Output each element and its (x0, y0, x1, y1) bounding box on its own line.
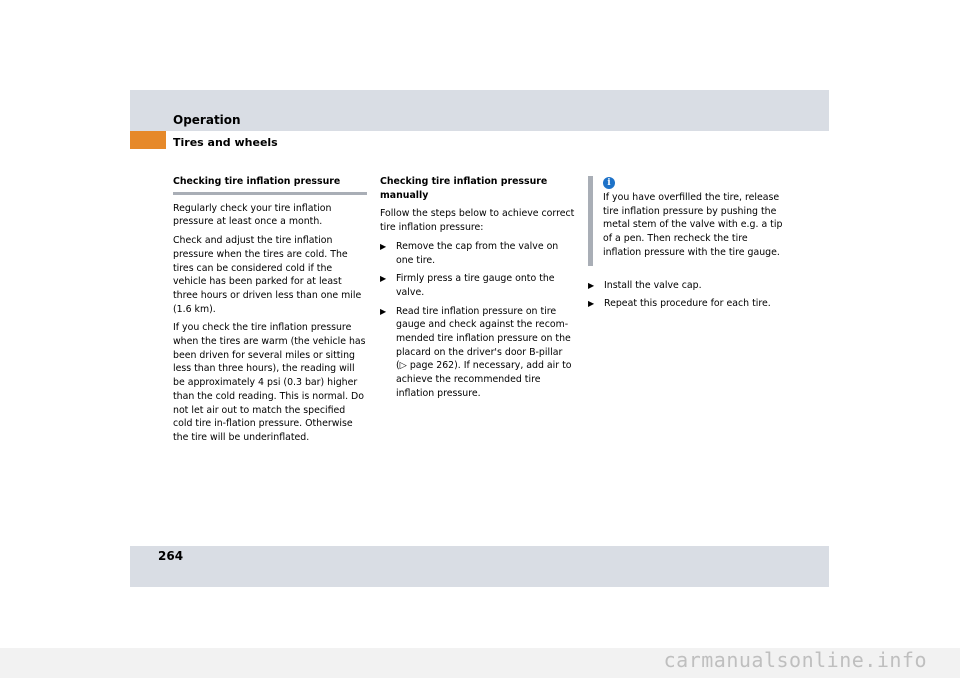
section-accent-tab (130, 131, 166, 149)
info-icon: i (603, 177, 615, 189)
column-heading: Checking tire inflation pressure manually (380, 176, 548, 201)
paragraph: Check and adjust the tire inflation pressure when the tires are cold. The tires can be considered cold if the vehicle has been parked for at least three hours or driven less than one mile (1.6 km). (173, 235, 362, 315)
page-number: 264 (158, 549, 184, 563)
watermark-bar (0, 648, 960, 678)
paragraph: Follow the steps below to achieve correct tire inflation pressure: (380, 208, 575, 234)
section-title: Operation (173, 113, 241, 127)
step-text: Install the valve cap. (604, 279, 702, 291)
column-right (588, 175, 784, 316)
note-bar (588, 176, 593, 266)
watermark-text: carmanualsonline.info (663, 648, 927, 672)
column-heading: Checking tire inflation pressure (173, 175, 367, 195)
footer-band (130, 546, 829, 587)
bullet-arrow-icon: ▶ (380, 274, 387, 284)
step-item (380, 305, 576, 401)
bullet-arrow-icon: ▶ (380, 306, 387, 316)
step-text: Remove the cap from the valve on one tire. (396, 240, 559, 266)
step-text: Firmly press a tire gauge onto the valve. (396, 273, 555, 298)
bullet-arrow-icon: ▶ (588, 280, 595, 290)
note-text: If you have overfilled the tire, release tire inflation pressure by pushing the metal stem of the valve with e.g. a tip of a pen. Then recheck the tire inflation pressure with the tire gauge. (603, 192, 783, 258)
step-text: Repeat this procedure for each tire. (604, 298, 771, 310)
info-note (588, 175, 784, 260)
step-item (588, 279, 784, 293)
bullet-arrow-icon: ▶ (380, 241, 387, 251)
paragraph: Regularly check your tire inflation pressure at least once a month. (173, 202, 332, 228)
bullet-arrow-icon: ▶ (588, 299, 595, 309)
step-item (588, 297, 784, 311)
step-item (380, 272, 576, 299)
column-left (173, 175, 367, 450)
subsection-title: Tires and wheels (173, 136, 278, 149)
paragraph: If you check the tire inflation pressure when the tires are warm (the vehicle has been driven for several miles or sitting less than three hours), the reading will be approximately 4 psi (0.3 bar) higher than the cold reading. This is normal. Do not let air out to match the specified cold tire in-flation pressure. Otherwise the tire will be underinflated. (173, 322, 366, 443)
step-item (380, 240, 576, 267)
column-middle (380, 175, 576, 406)
step-text: Read tire inflation pressure on tire gauge and check against the recom-mended tire inflation pressure on the placard on the driver's door B-pillar (▷ page 262). If necessary, add air to achieve the recommended tire inflation pressure. (396, 305, 572, 399)
